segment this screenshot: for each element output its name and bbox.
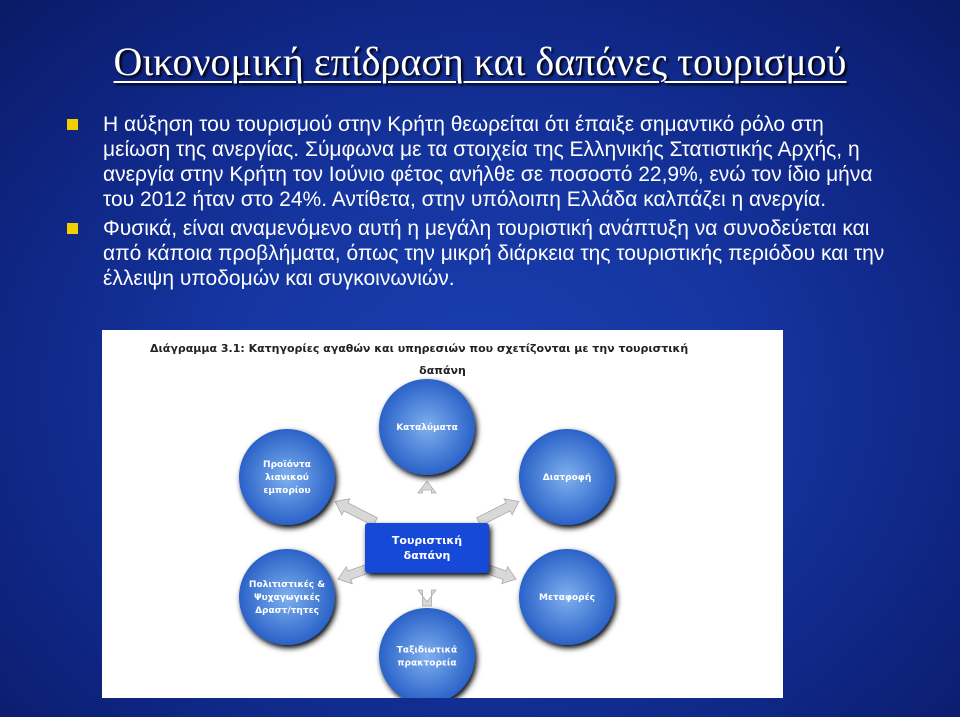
arrow-0 — [418, 481, 436, 493]
diagram-title-continuation: δαπάνη — [419, 364, 466, 377]
node-label-2: Μεταφορές — [539, 593, 595, 603]
bullet-list — [65, 112, 895, 295]
node-label-5: εμπορίου — [263, 486, 311, 496]
node-label-5: λιανικού — [265, 473, 309, 483]
arrow-3 — [418, 590, 436, 606]
node-label-5: Προϊόντα — [263, 460, 311, 470]
arrow-5 — [335, 499, 377, 526]
slide-title: Οικονομική επίδραση και δαπάνες τουρισμού — [113, 39, 847, 84]
node-label-4: Ψυχαγωγικές — [253, 593, 321, 603]
bullet-item — [65, 112, 895, 212]
node-label-4: Πολιτιστικές & — [248, 580, 326, 590]
arrow-1 — [477, 499, 519, 526]
diagram-canvas — [102, 330, 783, 698]
diagram-image — [102, 330, 783, 698]
center-label: δαπάνη — [403, 549, 451, 562]
node-label-3: Ταξιδιωτικά — [396, 645, 458, 656]
diagram-title: Διάγραμμα 3.1: Κατηγορίες αγαθών και υπηρεσιών που σχετίζονται με την τουριστική — [150, 342, 689, 355]
bullet-item — [65, 216, 895, 291]
square-bullet-icon — [67, 119, 78, 130]
node-label-3: πρακτορεία — [397, 658, 457, 669]
bullet-text: Η αύξηση του τουρισμού στην Κρήτη θεωρείται ότι έπαιξε σημαντικό ρόλο στη μείωση της ανεργίας. Σύμφωνα με τα στοιχεία της Ελληνικής Στατιστικής Αρχής, η ανεργία στην Κρήτη τον Ιούνιο φέτος ανήλθε σε ποσοστό 22,9%, ενώ τον ίδιο μήνα του 2012 ήταν στο 24%. Αντίθετα, στην υπόλοιπη Ελλάδα καλπάζει η ανεργία. — [103, 113, 873, 211]
node-label-1: Διατροφή — [542, 473, 592, 483]
node-label-0: Καταλύματα — [396, 423, 458, 433]
center-label: Τουριστική — [391, 534, 463, 547]
node-label-4: Δραστ/τητες — [255, 606, 319, 616]
square-bullet-icon — [67, 223, 78, 234]
bullet-text: Φυσικά, είναι αναμενόμενο αυτή η μεγάλη τουριστική ανάπτυξη να συνοδεύεται και από κάποια προβλήματα, όπως την μικρή διάρκεια της τουριστικής περιόδου και την έλλειψη υποδομών και συγκοινωνιών. — [103, 217, 885, 290]
center-box — [365, 523, 489, 573]
